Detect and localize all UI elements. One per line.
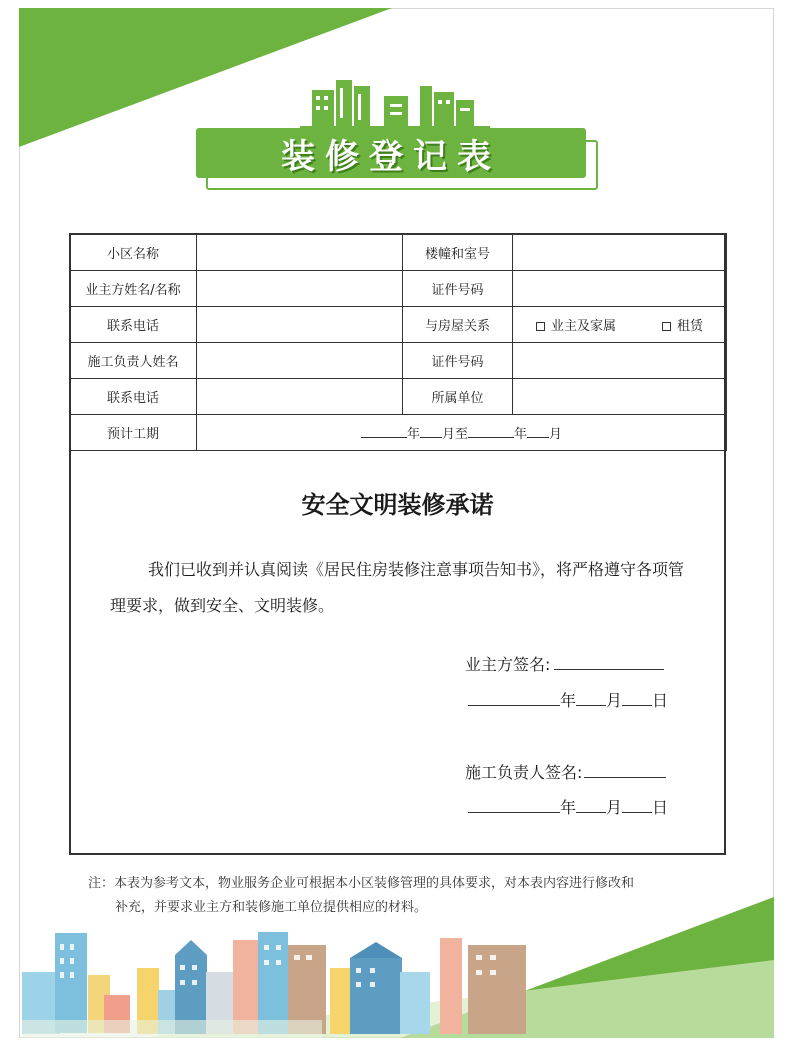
owner-date-month: 月 (606, 691, 623, 710)
label-company: 所属单位 (403, 379, 513, 415)
table-row (70, 343, 727, 379)
field-contractor-phone[interactable] (197, 379, 403, 415)
label-owner-name: 业主方姓名/名称 (70, 271, 197, 307)
contractor-date-month: 月 (606, 798, 623, 817)
period-year-2: 年 (514, 427, 528, 442)
option-rental-label: 租赁 (676, 319, 703, 334)
field-community-name[interactable] (197, 234, 403, 271)
contractor-date-line (468, 795, 668, 818)
checkbox-icon[interactable] (662, 322, 671, 331)
label-building-room: 楼幢和室号 (403, 234, 513, 271)
contractor-signature-line (465, 760, 666, 783)
owner-date-line (468, 688, 668, 711)
footnote (88, 872, 728, 920)
owner-signature-label: 业主方签名: (465, 655, 551, 674)
field-contractor-name[interactable] (197, 343, 403, 379)
page-title: 装修登记表 (281, 136, 501, 177)
footnote-line-2: 补充，并要求业主方和装修施工单位提供相应的材料。 (115, 900, 428, 915)
option-rental[interactable] (662, 315, 703, 334)
field-owner-name[interactable] (197, 271, 403, 307)
owner-signature-field[interactable] (554, 655, 664, 670)
contractor-signature-field[interactable] (584, 763, 666, 778)
option-owner-family[interactable] (536, 315, 616, 334)
period-month-end: 月 (549, 427, 563, 442)
table-row (70, 234, 727, 271)
table-row (70, 271, 727, 307)
checkbox-icon[interactable] (536, 322, 545, 331)
label-community-name: 小区名称 (70, 234, 197, 271)
owner-signature-line (465, 652, 664, 675)
field-expected-period[interactable] (197, 415, 727, 451)
field-owner-phone[interactable] (197, 307, 403, 343)
contractor-date-day: 日 (652, 798, 669, 817)
field-building-room[interactable] (513, 234, 727, 271)
table-row (70, 415, 727, 451)
label-expected-period: 预计工期 (70, 415, 197, 451)
label-owner-id-number: 证件号码 (403, 271, 513, 307)
contractor-signature-label: 施工负责人签名: (465, 763, 583, 782)
label-contractor-name: 施工负责人姓名 (70, 343, 197, 379)
period-year-1: 年 (406, 427, 420, 442)
promise-body: 我们已收到并认真阅读《居民住房装修注意事项告知书》，将严格遵守各项管理要求，做到安全、文明装修。 (110, 560, 685, 615)
city-skyline-illustration (22, 932, 526, 1038)
field-relationship (513, 307, 727, 343)
label-owner-phone: 联系电话 (70, 307, 197, 343)
table-row (70, 307, 727, 343)
table-row (70, 379, 727, 415)
option-owner-family-label: 业主及家属 (550, 319, 616, 334)
field-company[interactable] (513, 379, 727, 415)
period-month-to: 月至 (441, 427, 468, 442)
footnote-line-1: 注：本表为参考文本，物业服务企业可根据本小区装修管理的具体要求，对本表内容进行修改和 (88, 876, 635, 891)
title-banner (196, 128, 586, 178)
field-contractor-id-number[interactable] (513, 343, 727, 379)
label-contractor-phone: 联系电话 (70, 379, 197, 415)
registration-table (69, 233, 727, 451)
owner-date-year: 年 (560, 691, 577, 710)
owner-date-day: 日 (652, 691, 669, 710)
field-owner-id-number[interactable] (513, 271, 727, 307)
label-contractor-id-number: 证件号码 (403, 343, 513, 379)
promise-title: 安全文明装修承诺 (301, 491, 494, 519)
label-relationship: 与房屋关系 (403, 307, 513, 343)
contractor-date-year: 年 (560, 798, 577, 817)
